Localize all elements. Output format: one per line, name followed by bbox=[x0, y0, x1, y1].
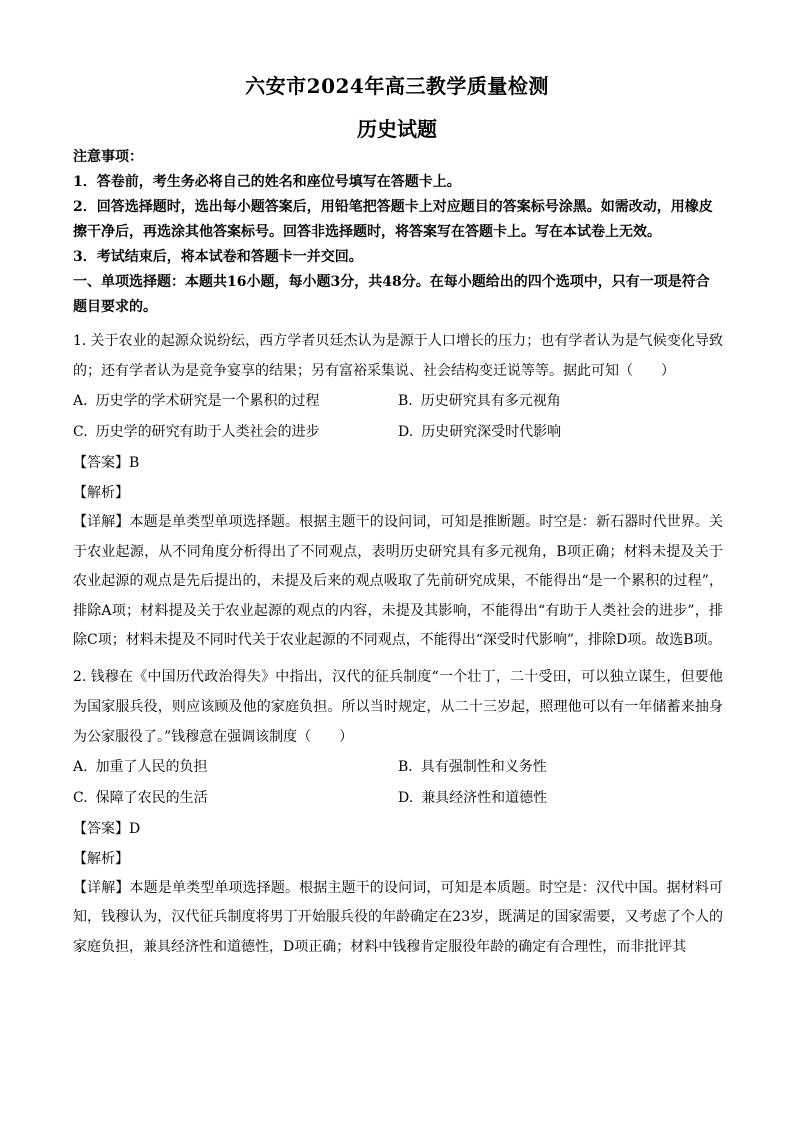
option-text: 加重了人民的负担 bbox=[95, 758, 208, 775]
option-c[interactable] bbox=[73, 417, 398, 448]
question-stem: 钱穆在《中国历代政治得失》中指出，汉代的征兵制度“一个壮丁，二十受田，可以独立谋生，但要他为国家服兵役，则应该顾及他的家庭负担。所以当时规定，从二十三岁起，照理他可以有一年储蓄来抽身为公家服役了。”钱穆意在强调该制度（ ） bbox=[73, 668, 723, 745]
question-2-detail bbox=[73, 874, 723, 963]
question-1-options bbox=[73, 386, 723, 448]
option-d[interactable] bbox=[398, 783, 723, 814]
question-2-options bbox=[73, 752, 723, 814]
option-text: 具有强制性和义务性 bbox=[420, 758, 547, 775]
option-d[interactable] bbox=[398, 417, 723, 448]
option-text: 历史学的学术研究是一个累积的过程 bbox=[95, 393, 320, 409]
option-c[interactable] bbox=[73, 783, 398, 814]
page-subtitle: 历史试题 bbox=[357, 117, 437, 141]
question-1-analysis-label: 【解析】 bbox=[73, 485, 129, 501]
question-1-detail bbox=[73, 508, 723, 656]
option-text: 兼具经济性和道德性 bbox=[421, 789, 548, 806]
section-heading: 一、单项选择题：本题共16小题，每小题3分，共48分。在每小题给出的四个选项中，只有一项是符合题目要求的。 bbox=[73, 274, 710, 315]
question-2-answer bbox=[73, 814, 723, 844]
detail-label: 【详解】 bbox=[73, 514, 130, 530]
exam-content bbox=[73, 145, 723, 962]
question-1 bbox=[73, 326, 723, 386]
option-letter: A. bbox=[73, 393, 88, 409]
option-letter: C. bbox=[73, 789, 88, 806]
question-number: 2. bbox=[73, 668, 87, 685]
notice-heading: 注意事项： bbox=[73, 149, 143, 165]
option-a[interactable] bbox=[73, 386, 398, 417]
detail-text: 本题是单类型单项选择题。根据主题干的设问词，可知是推断题。时空是：新石器时代世界。关于农业起源，从不同角度分析得出了不同观点，表明历史研究具有多元视角，B项正确；材料未提及关于农业起源的观点是先后提出的，未提及后来的观点吸取了先前研究成果，不能得出“是一个累积的过程”，排除A项；材料提及关于农业起源的观点的内容，未提及其影响，不能得出“有助于人类社会的进步”，排除C项；材料未提及不同时代关于农业起源的不同观点，不能得出“深受时代影响”，排除D项。故选B项。 bbox=[73, 514, 724, 648]
question-2 bbox=[73, 662, 723, 752]
question-stem: 关于农业的起源众说纷纭，西方学者贝廷杰认为是源于人口增长的压力；也有学者认为是气候变化导致的；还有学者认为是竞争宴享的结果；另有富裕采集说、社会结构变迁说等等。据此可知（ ） bbox=[73, 333, 723, 379]
option-text: 历史学的研究有助于人类社会的进步 bbox=[95, 424, 320, 440]
option-letter: C. bbox=[73, 424, 88, 440]
question-2-analysis-label: 【解析】 bbox=[73, 850, 129, 867]
option-letter: A. bbox=[73, 758, 88, 775]
option-b[interactable] bbox=[398, 386, 723, 417]
option-text: 历史研究具有多元视角 bbox=[420, 393, 561, 409]
answer-label: 【答案】 bbox=[73, 455, 129, 471]
notice-item-3: 3．考试结束后，将本试卷和答题卡一并交回。 bbox=[73, 249, 363, 265]
notice-item-1: 1．答卷前，考生务必将自己的姓名和座位号填写在答题卡上。 bbox=[73, 174, 461, 190]
option-letter: B. bbox=[398, 758, 413, 775]
question-number: 1. bbox=[73, 333, 87, 349]
option-letter: B. bbox=[398, 393, 413, 409]
answer-value: D bbox=[129, 820, 141, 837]
option-a[interactable] bbox=[73, 752, 398, 783]
detail-label: 【详解】 bbox=[73, 879, 130, 896]
answer-label: 【答案】 bbox=[73, 820, 129, 837]
notice-item-2: 2．回答选择题时，选出每小题答案后，用铅笔把答题卡上对应题目的答案标号涂黑。如需改动，用橡皮擦干净后，再选涂其他答案标号。回答非选择题时，将答案写在答题卡上。写在本试卷上无效。 bbox=[73, 199, 713, 240]
option-text: 历史研究深受时代影响 bbox=[421, 424, 562, 440]
answer-value: B bbox=[129, 455, 140, 471]
question-1-answer bbox=[73, 448, 723, 478]
detail-text: 本题是单类型单项选择题。根据主题干的设问词，可知是本质题。时空是：汉代中国。据材料可知，钱穆认为，汉代征兵制度将男丁开始服兵役的年龄确定在23岁，既满足的国家需要，又考虑了个人的家庭负担，兼具经济性和道德性，D项正确；材料中钱穆肯定服役年龄的确定有合理性，而非批评其 bbox=[73, 879, 724, 955]
option-text: 保障了农民的生活 bbox=[95, 789, 208, 806]
option-letter: D. bbox=[398, 424, 414, 440]
page-title: 六安市2024年高三教学质量检测 bbox=[245, 74, 549, 98]
option-b[interactable] bbox=[398, 752, 723, 783]
option-letter: D. bbox=[398, 789, 414, 806]
